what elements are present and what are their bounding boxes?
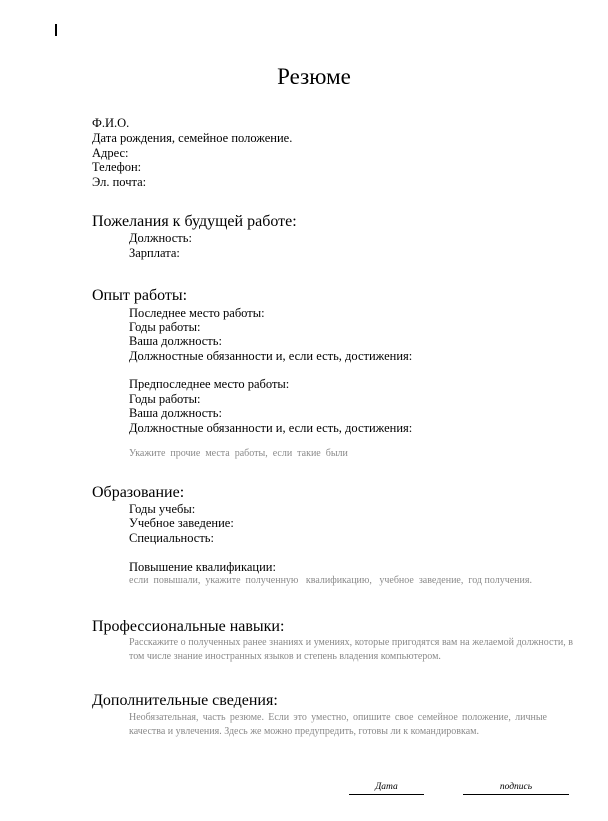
- job1-duties-line: Должностные обязанности и, если есть, достижения:: [129, 349, 413, 363]
- job2-duties-line: Должностные обязанности и, если есть, достижения:: [129, 421, 413, 435]
- document-title: Резюме: [277, 64, 351, 89]
- education-institution-line: Учебное заведение:: [129, 516, 234, 530]
- personal-birth-line: Дата рождения, семейное положение.: [92, 131, 293, 145]
- education-years-line: Годы учебы:: [129, 502, 196, 516]
- sign-signature-line: подпись: [463, 781, 569, 795]
- skills-heading: Профессиональные навыки:: [92, 618, 285, 635]
- job1-position-line: Ваша должность:: [129, 334, 222, 348]
- wishes-salary-line: Зарплата:: [129, 246, 180, 260]
- job2-place-line: Предпоследнее место работы:: [129, 377, 290, 391]
- personal-email-line: Эл. почта:: [92, 175, 147, 189]
- additional-hint: Необязательная, часть резюме. Если это уместно, опишите свое семейное положение, личные качества и увлечения. Здесь же можно предупредить, готовы ли к командировкам.: [129, 712, 547, 737]
- education-specialty-line: Специальность:: [129, 531, 214, 545]
- additional-heading: Дополнительные сведения:: [92, 692, 278, 709]
- job2-years-line: Годы работы:: [129, 392, 201, 406]
- skills-hint: Расскажите о полученных ранее знаниях и умениях, которые пригодятся вам на желаемой должности, в том числе знание иностранных языков и степень владения компьютером.: [129, 637, 573, 662]
- experience-hint: Укажите прочие места работы, если такие были: [129, 448, 348, 459]
- qualification-hint: если повышали, укажите полученную квалификацию, учебное заведение, год получения.: [129, 575, 532, 586]
- wishes-heading: Пожелания к будущей работе:: [92, 213, 297, 230]
- personal-address-line: Адрес:: [92, 146, 129, 160]
- text-cursor: [55, 24, 57, 36]
- personal-name-line: Ф.И.О.: [92, 116, 130, 130]
- personal-phone-line: Телефон:: [92, 160, 142, 174]
- job2-position-line: Ваша должность:: [129, 406, 222, 420]
- wishes-position-line: Должность:: [129, 231, 192, 245]
- job1-years-line: Годы работы:: [129, 320, 201, 334]
- date-signature-line: Дата: [349, 781, 424, 795]
- job1-place-line: Последнее место работы:: [129, 306, 265, 320]
- education-heading: Образование:: [92, 484, 185, 501]
- experience-heading: Опыт работы:: [92, 287, 188, 304]
- qualification-label: Повышение квалификации:: [129, 560, 276, 574]
